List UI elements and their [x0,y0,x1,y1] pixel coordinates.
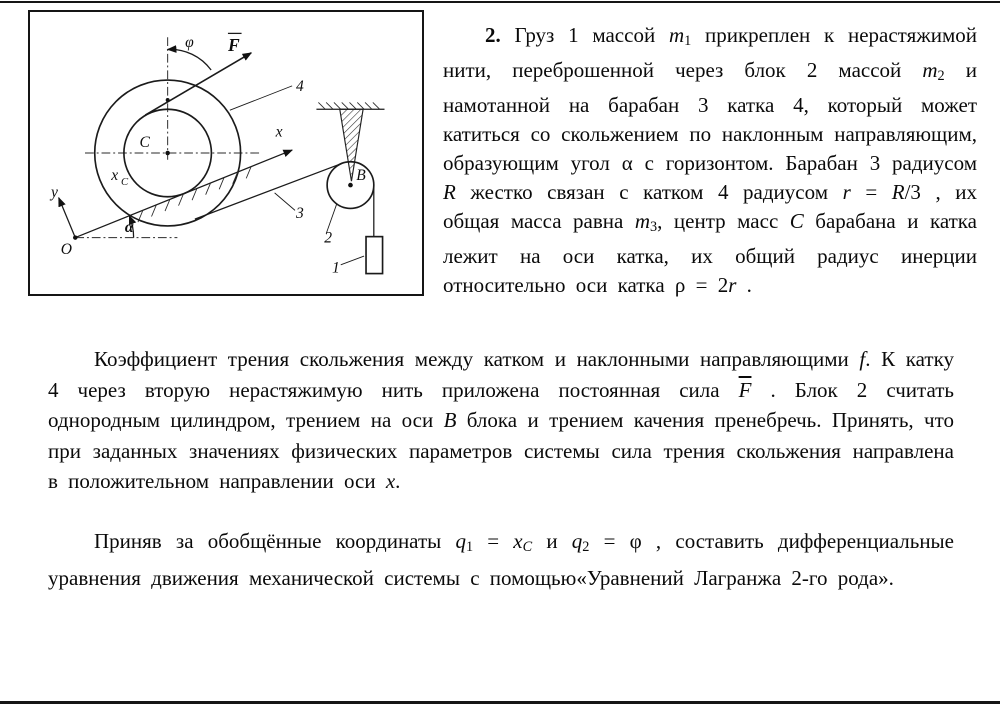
label-3-leader [275,193,295,211]
figure-box [28,10,424,296]
page-bottom-border [0,701,1000,704]
text-segment: . [395,469,401,493]
text-segment: = [473,529,514,553]
text-segment: f [859,347,866,371]
text-segment: , центр масс [657,209,790,234]
thread-attachment-dot [166,98,170,102]
text-segment: /3 , их общая масса равна [443,180,978,234]
origin-label: O [60,241,72,259]
text-segment: барабана и катка лежит на оси катка, их общий радиус инерции относительно оси катка ρ = 2 [443,209,977,298]
text-segment: C [522,539,533,556]
text-segment: q [571,529,583,553]
text-segment: и [532,529,572,553]
text-segment: R [891,180,905,205]
label-1: 1 [331,259,340,277]
origin-dot [73,235,77,239]
label-3: 3 [296,205,304,223]
text-segment: x [385,469,396,493]
y-axis-label: y [50,183,58,201]
center-dot [165,151,169,155]
text-segment: блока и трением качения пренебречь. Принять, что при заданных значениях физических параметров системы сила трения скольжения направлена в положительном направлении оси [48,408,954,493]
thread-to-pulley-line [195,163,342,219]
text-segment: . К катку 4 через вторую нерастяжимую нить приложена постоянная сила [48,347,954,402]
text-segment: = [850,180,892,205]
problem-statement-paragraph [443,21,977,300]
text-segment: = φ , составить дифференциальные уравнения движения механической системы с помощью«Уравнений Лагранжа 2-го рода». [48,529,954,590]
text-segment: Приняв за обобщённые координаты [94,529,456,553]
phi-label: φ [185,34,194,52]
text-segment: и намотанной на барабан 3 катка 4, который может катиться со скольжением по наклонным направляющим, образующим угол α с горизонтом. Барабан 3 радиусом [443,58,977,176]
text-segment: прикреплен к нерастяжимой нити, переброшенной через блок 2 массой [443,23,978,83]
text-segment: $\overline{F}$ [738,377,752,402]
text-segment: 2. [485,23,501,47]
text-segment: r [842,180,851,205]
text-segment: 2 [937,68,945,85]
point-b-label: B [356,167,366,185]
page-top-border [0,1,1000,3]
label-1-leader [341,256,364,265]
text-segment: B [443,408,457,432]
load-rect [366,237,383,274]
force-f-arrow [145,53,251,115]
text-segment: m [634,209,651,234]
text-segment: C [789,209,804,234]
text-segment: 3 [650,219,658,236]
text-segment: . [736,273,752,298]
text-segment: R [443,180,456,205]
text-segment: 1 [684,33,692,50]
force-label: F [227,34,240,55]
text-segment: жестко связан с катком 4 радиусом [455,180,843,205]
text-segment: m [922,58,938,83]
xc-sub-label: C [120,176,129,189]
y-axis-arrow [59,198,76,238]
conditions-paragraph [48,344,954,497]
text-segment: Груз 1 массой [500,23,669,47]
xc-label: x [111,167,119,185]
label-4: 4 [296,77,304,95]
phi-angle-arc [168,49,211,70]
text-segment: r [728,273,737,298]
mechanics-diagram [30,12,422,294]
text-segment: . Блок 2 считать однородным цилиндром, трением на оси [48,377,954,432]
text-segment: x [513,529,523,553]
pulley-axle-dot [348,183,353,188]
text-segment: q [455,529,466,553]
x-axis-label: x [275,123,283,141]
text-segment: Коэффициент трения скольжения между катком и наклонными направляющими [94,347,860,371]
center-label: C [139,134,150,152]
text-segment: 1 [465,539,474,556]
task-paragraph [48,526,954,593]
text-segment: 2 [582,539,590,556]
ceiling-hatching [318,102,379,109]
label-2: 2 [324,229,332,247]
text-segment: m [668,23,685,47]
label-4-leader [230,86,292,110]
alpha-label: α [124,218,134,236]
